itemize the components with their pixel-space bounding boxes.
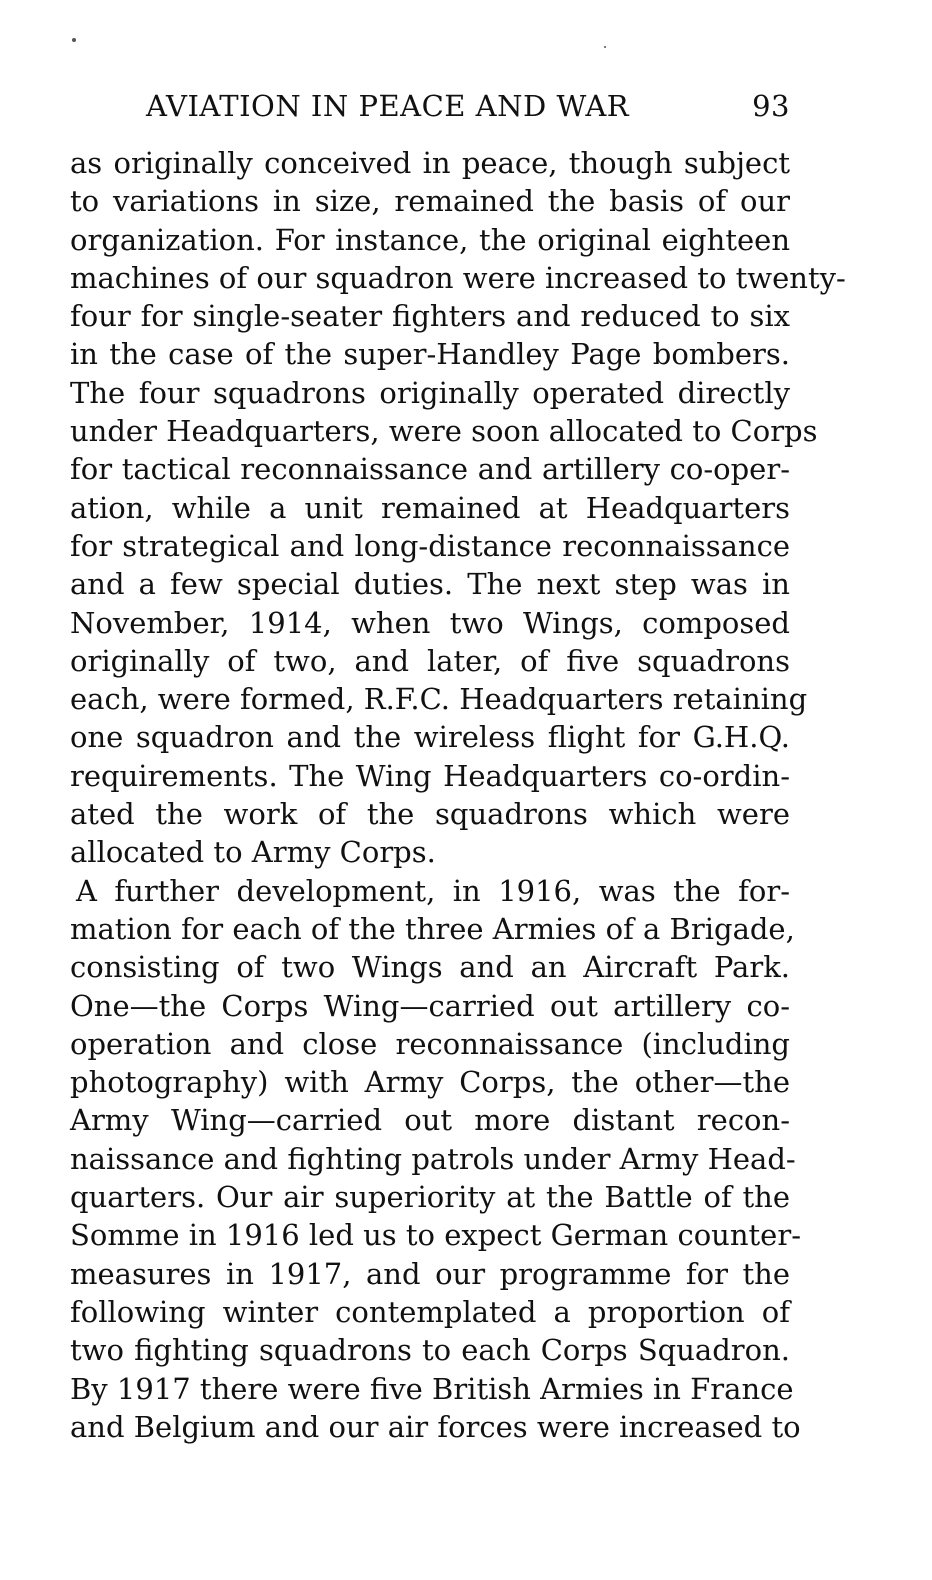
text-line: ation, while a unit remained at Headquarters bbox=[70, 490, 790, 525]
text-line: consisting of two Wings and an Aircraft Park. bbox=[70, 950, 790, 985]
text-line: Somme in 1916 led us to expect German counter- bbox=[70, 1218, 801, 1253]
text-line: measures in 1917, and our programme for the bbox=[70, 1256, 790, 1291]
text-line: originally of two, and later, of five squadrons bbox=[70, 643, 790, 678]
text-line: for tactical reconnaissance and artillery co-oper- bbox=[70, 452, 790, 487]
paragraph-start-line: A further development, in 1916, was the for- bbox=[76, 873, 790, 908]
text-line: photography) with Army Corps, the other—the bbox=[70, 1065, 790, 1100]
text-line: and a few special duties. The next step was in bbox=[70, 567, 790, 602]
scan-speck bbox=[604, 46, 606, 48]
text-line: for strategical and long-distance reconnaissance bbox=[70, 528, 790, 563]
text-line: One—the Corps Wing—carried out artillery co- bbox=[70, 988, 790, 1023]
text-line: organization. For instance, the original eighteen bbox=[70, 222, 790, 257]
text-line: By 1917 there were five British Armies in France bbox=[70, 1371, 794, 1406]
scan-speck bbox=[72, 38, 76, 42]
text-line: naissance and fighting patrols under Army Head- bbox=[70, 1141, 796, 1176]
text-line: quarters. Our air superiority at the Battle of the bbox=[70, 1180, 790, 1215]
paragraph-end-line: allocated to Army Corps. bbox=[70, 835, 436, 870]
text-line: following winter contemplated a proportion of bbox=[70, 1294, 790, 1329]
text-line: November, 1914, when two Wings, composed bbox=[70, 605, 790, 640]
text-line: requirements. The Wing Headquarters co-ordin- bbox=[70, 758, 790, 793]
text-line: mation for each of the three Armies of a Brigade, bbox=[70, 911, 795, 946]
text-line: operation and close reconnaissance (including bbox=[70, 1026, 790, 1061]
text-line: four for single-seater fighters and reduced to six bbox=[70, 299, 790, 334]
text-line: each, were formed, R.F.C. Headquarters retaining bbox=[70, 682, 808, 717]
text-line: in the case of the super-Handley Page bombers. bbox=[70, 337, 790, 372]
text-line: and Belgium and our air forces were increased to bbox=[70, 1409, 801, 1444]
running-title: AVIATION IN PEACE AND WAR bbox=[146, 89, 630, 123]
text-line: The four squadrons originally operated directly bbox=[70, 375, 790, 410]
page-number: 93 bbox=[752, 89, 790, 123]
text-line: to variations in size, remained the basis of our bbox=[70, 184, 790, 219]
text-line: as originally conceived in peace, though subject bbox=[70, 146, 790, 180]
text-line: two fighting squadrons to each Corps Squadron. bbox=[70, 1333, 790, 1368]
text-line: machines of our squadron were increased to twenty- bbox=[70, 260, 846, 295]
text-line: ated the work of the squadrons which were bbox=[70, 797, 790, 832]
text-line: under Headquarters, were soon allocated to Corps bbox=[70, 414, 818, 449]
text-line: one squadron and the wireless flight for G.H.Q. bbox=[70, 720, 790, 755]
running-head bbox=[146, 86, 790, 126]
text-line: Army Wing—carried out more distant recon- bbox=[70, 1103, 790, 1138]
body-text bbox=[70, 144, 846, 1446]
